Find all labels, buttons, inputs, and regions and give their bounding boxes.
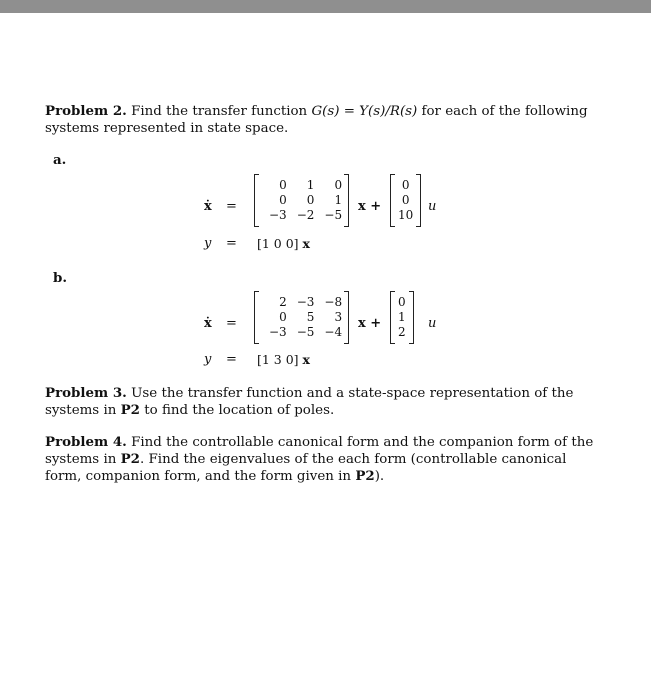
system-a-u: u bbox=[428, 199, 437, 214]
system-a-output-x: x bbox=[302, 236, 310, 251]
system-a-y: y bbox=[204, 236, 212, 251]
system-a-x-plus: x + bbox=[358, 199, 382, 214]
problem-4-label: Problem 4. bbox=[45, 434, 127, 450]
problem-4-ref-2: P2 bbox=[355, 468, 375, 484]
transfer-function-expr: G(s) = Y(s)/R(s) bbox=[311, 104, 418, 119]
system-a-matrix-A bbox=[254, 175, 349, 226]
problem-4-text: Problem 4. Find the controllable canonical form and the companion form of the systems in P2. Find the eigenvalues of the each form (controllable canonical form, companion form, and the form given in P2). bbox=[45, 434, 594, 484]
system-a-equals: = bbox=[226, 199, 237, 214]
problem-4-ref-1: P2 bbox=[120, 451, 140, 467]
system-a-matrix-C: [1 0 0] bbox=[257, 236, 299, 251]
system-a-matrix-A-entry: 0 bbox=[279, 193, 287, 207]
system-b-matrix-A-entry: −5 bbox=[296, 325, 315, 339]
top-bar bbox=[0, 0, 651, 13]
system-b-matrix-C: [1 3 0] bbox=[257, 352, 299, 367]
system-a-matrix-A-entry: −3 bbox=[269, 208, 287, 222]
system-b-matrix-A-entry: −3 bbox=[296, 295, 315, 309]
system-a-output-row bbox=[257, 236, 310, 251]
system-b-matrix-B bbox=[390, 292, 414, 343]
system-b-equals: = bbox=[226, 316, 237, 331]
problem-2-label: Problem 2. bbox=[45, 103, 127, 119]
system-b-output-x: x bbox=[302, 352, 310, 367]
system-a-matrix-A-entry: 1 bbox=[306, 178, 315, 192]
system-b-matrix-B-entry: 1 bbox=[398, 310, 406, 324]
system-b-matrix-A-entry: 0 bbox=[279, 310, 287, 324]
system-a-matrix-A-entry: −2 bbox=[296, 208, 315, 222]
system-b-label: b. bbox=[53, 270, 68, 286]
system-b-x-plus: x + bbox=[358, 316, 382, 331]
system-a-matrix-A-entry: 0 bbox=[306, 193, 315, 207]
system-a-label: a. bbox=[53, 152, 67, 168]
problem-3-ref: P2 bbox=[120, 402, 140, 418]
system-b-xdot: ẋ bbox=[204, 316, 212, 331]
system-a-matrix-A-entry: 1 bbox=[334, 193, 343, 207]
system-b-matrix-A-entry: 5 bbox=[306, 310, 315, 324]
system-b-matrix-A bbox=[254, 292, 349, 343]
system-b-matrix-B-entry: 0 bbox=[398, 295, 406, 309]
problem-3-label: Problem 3. bbox=[45, 385, 127, 401]
system-b-matrix-A-entry: −4 bbox=[324, 325, 343, 339]
problem-3-text: Problem 3. Use the transfer function and a state-space representation of the systems in P2 to find the location of poles. bbox=[45, 385, 574, 418]
system-b-y-equals: = bbox=[226, 352, 237, 367]
system-b-y: y bbox=[204, 352, 212, 367]
system-b-output-row bbox=[257, 352, 310, 367]
system-a-y-equals: = bbox=[226, 236, 237, 251]
system-a-xdot: ẋ bbox=[204, 199, 212, 214]
system-b-matrix-A-entry: 3 bbox=[334, 310, 343, 324]
system-b-u: u bbox=[428, 316, 437, 331]
system-b-matrix-A-entry: −8 bbox=[324, 295, 343, 309]
system-a-matrix-B-entry: 0 bbox=[401, 193, 410, 207]
system-b-matrix-A-entry: 2 bbox=[279, 295, 287, 309]
system-a-matrix-B-entry: 0 bbox=[401, 178, 410, 192]
system-a-matrix-B bbox=[390, 175, 421, 226]
system-b-matrix-A-entry: −3 bbox=[269, 325, 287, 339]
system-a-matrix-A-entry: 0 bbox=[334, 178, 343, 192]
problem-2-text: Problem 2. Find the transfer function G(s) = Y(s)/R(s) for each of the following systems represented in state space. bbox=[45, 103, 588, 136]
system-b-matrix-B-entry: 2 bbox=[398, 325, 406, 339]
system-a-matrix-A-entry: −5 bbox=[324, 208, 343, 222]
system-a-matrix-A-entry: 0 bbox=[279, 178, 287, 192]
system-a-matrix-B-entry: 10 bbox=[398, 208, 414, 222]
